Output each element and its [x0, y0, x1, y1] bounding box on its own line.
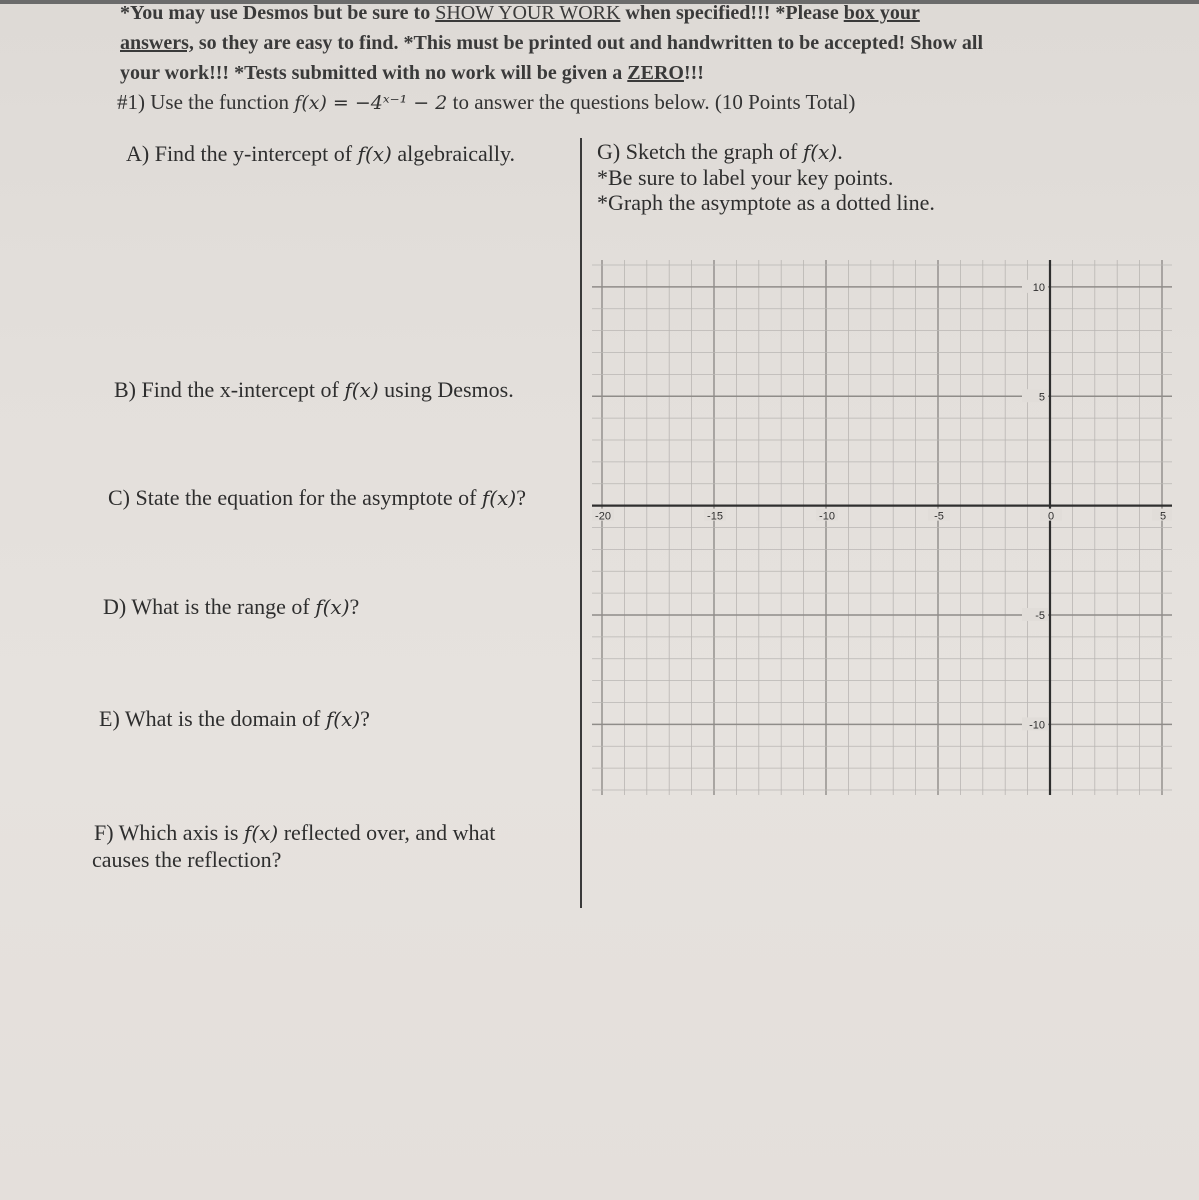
fx-symbol: f(x)	[315, 595, 350, 619]
instruction-text: !!!	[683, 62, 704, 84]
x-tick-label: 5	[1159, 510, 1167, 523]
question-c-text: C) State the equation for the asymptote of	[108, 485, 482, 510]
instruction-text: your work!!! *Tests submitted with no work will be given a	[120, 62, 628, 84]
coordinate-grid[interactable]	[592, 260, 1172, 795]
instruction-text: when specified!!! *Please	[620, 2, 844, 24]
x-tick-label: -10	[819, 510, 835, 523]
instruction-line-3	[120, 62, 704, 85]
box-your-text: box your	[843, 2, 920, 24]
fx-symbol: f(x)	[344, 378, 379, 402]
question-a	[126, 141, 515, 167]
answers-text: answers,	[120, 32, 194, 54]
question-e-text: E) What is the domain of	[99, 706, 326, 731]
question-g-tail: .	[837, 139, 843, 164]
fx-symbol: f(x)	[802, 140, 838, 164]
question-g-text: G) Sketch the graph of	[597, 139, 803, 164]
function-expression: f(x) = −4ˣ⁻¹ − 2	[294, 92, 448, 114]
y-tick-label: -5	[1035, 610, 1045, 622]
question-b	[114, 377, 514, 403]
question-e-tail: ?	[360, 706, 370, 731]
question-c	[108, 485, 526, 511]
problem-points: to answer the questions below. (10 Points Total)	[447, 90, 856, 114]
question-g-line-3: *Graph the asymptote as a dotted line.	[597, 190, 935, 215]
x-tick-label: 0	[1047, 510, 1055, 523]
question-f-text: F) Which axis is	[94, 820, 244, 845]
column-divider	[580, 138, 582, 908]
question-b-text: B) Find the x-intercept of	[114, 377, 345, 402]
x-tick-label: -15	[707, 510, 723, 523]
fx-symbol: f(x)	[357, 142, 392, 166]
instruction-line-2	[120, 32, 983, 55]
question-f-tail: reflected over, and what	[278, 820, 496, 845]
question-b-tail: using Desmos.	[378, 377, 514, 402]
problem-statement	[117, 90, 855, 115]
instruction-line-1	[120, 2, 920, 25]
x-tick-label: -5	[934, 510, 944, 523]
fx-symbol: f(x)	[243, 821, 279, 845]
show-your-work-text: SHOW YOUR WORK	[435, 2, 621, 24]
problem-intro: #1) Use the function	[117, 90, 295, 114]
question-g-line-2: *Be sure to label your key points.	[597, 165, 894, 190]
question-f-line-1	[94, 820, 495, 846]
instruction-text: *You may use Desmos but be sure to	[120, 2, 436, 24]
question-a-tail: algebraically.	[391, 141, 516, 166]
y-tick-label: 5	[1038, 391, 1045, 404]
question-g-line-1	[597, 139, 843, 165]
y-tick-label: -10	[1029, 719, 1045, 732]
x-tick-label: -20	[595, 510, 611, 523]
question-e	[99, 706, 370, 732]
instruction-text: so they are easy to find. *This must be printed out and handwritten to be accepted! Show all	[193, 32, 984, 54]
zero-text: ZERO	[627, 62, 684, 84]
question-d-text: D) What is the range of	[103, 594, 316, 619]
fx-symbol: f(x)	[481, 486, 517, 510]
question-d-tail: ?	[349, 594, 360, 619]
fx-symbol: f(x)	[325, 707, 361, 731]
y-tick-label: 10	[1032, 281, 1045, 294]
question-f-line-2: causes the reflection?	[92, 847, 282, 872]
question-c-tail: ?	[516, 485, 526, 510]
question-d	[103, 594, 359, 620]
question-a-text: A) Find the y-intercept of	[126, 141, 358, 166]
